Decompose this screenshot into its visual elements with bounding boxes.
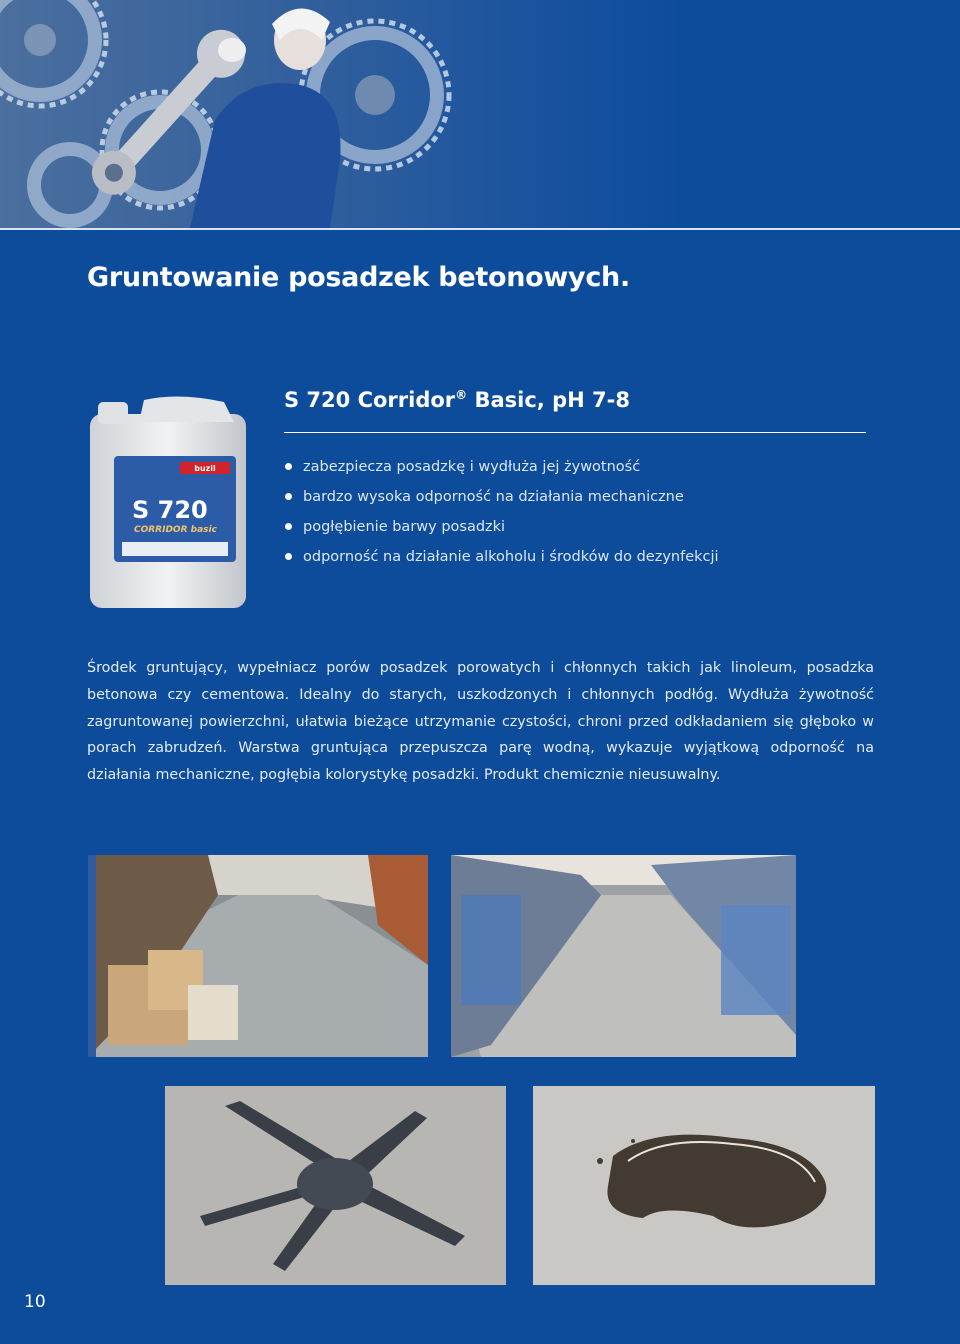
bullet-icon: [285, 553, 292, 560]
feature-item: [284, 546, 719, 576]
product-title: [284, 388, 630, 412]
feature-text: pogłębienie barwy posadzki: [303, 519, 506, 535]
feature-text: bardzo wysoka odporność na działania mechaniczne: [303, 489, 684, 505]
page-title: Gruntowanie posadzek betonowych.: [87, 262, 630, 293]
hero-banner: [0, 0, 960, 228]
absorbed-stain-photo: [165, 1086, 506, 1285]
feature-item: [284, 516, 719, 546]
bullet-icon: [285, 523, 292, 530]
bullet-icon: [285, 463, 292, 470]
repelled-liquid-photo: [533, 1086, 875, 1285]
product-label-name: CORRIDOR basic: [134, 525, 217, 535]
bullet-icon: [285, 493, 292, 500]
feature-item: [284, 456, 719, 486]
feature-text: odporność na działanie alkoholu i środków do dezynfekcji: [303, 549, 719, 565]
product-label-code: S 720: [132, 496, 208, 524]
page-number: 10: [24, 1292, 46, 1312]
product-description: Środek gruntujący, wypełniacz porów posadzek porowatych i chłonnych takich jak linoleum, posadzka betonowa czy cementowa. Idealny do starych, uszkodzonych i chłonnych podłóg. Wydłuża żywotność zagruntowanej powierzchni, ułatwia bieżące utrzymanie czystości, chroni przed odkładaniem się głęboko w porach zabrudzeń. Warstwa gruntująca przepuszcza parę wodną, wykazuje wyjątkową odporność na działania mechaniczne, pogłębia kolorystykę posadzki. Produkt chemicznie nieusuwalny.: [87, 660, 874, 784]
product-title-underline: [284, 432, 866, 433]
feature-list: [284, 456, 719, 576]
warehouse-photo-right: [451, 855, 796, 1057]
product-brand: buzil: [194, 464, 216, 473]
warehouse-photo-left: [88, 855, 428, 1057]
hero-divider: [0, 228, 960, 230]
hero-illustration: [0, 0, 960, 228]
product-name-suffix: Basic, pH 7-8: [474, 388, 630, 412]
product-canister-image: [84, 392, 254, 614]
feature-text: zabezpiecza posadzkę i wydłuża jej żywotność: [303, 459, 641, 475]
feature-item: [284, 486, 719, 516]
registered-mark: ®: [455, 388, 468, 402]
product-name: S 720 Corridor: [284, 388, 456, 412]
